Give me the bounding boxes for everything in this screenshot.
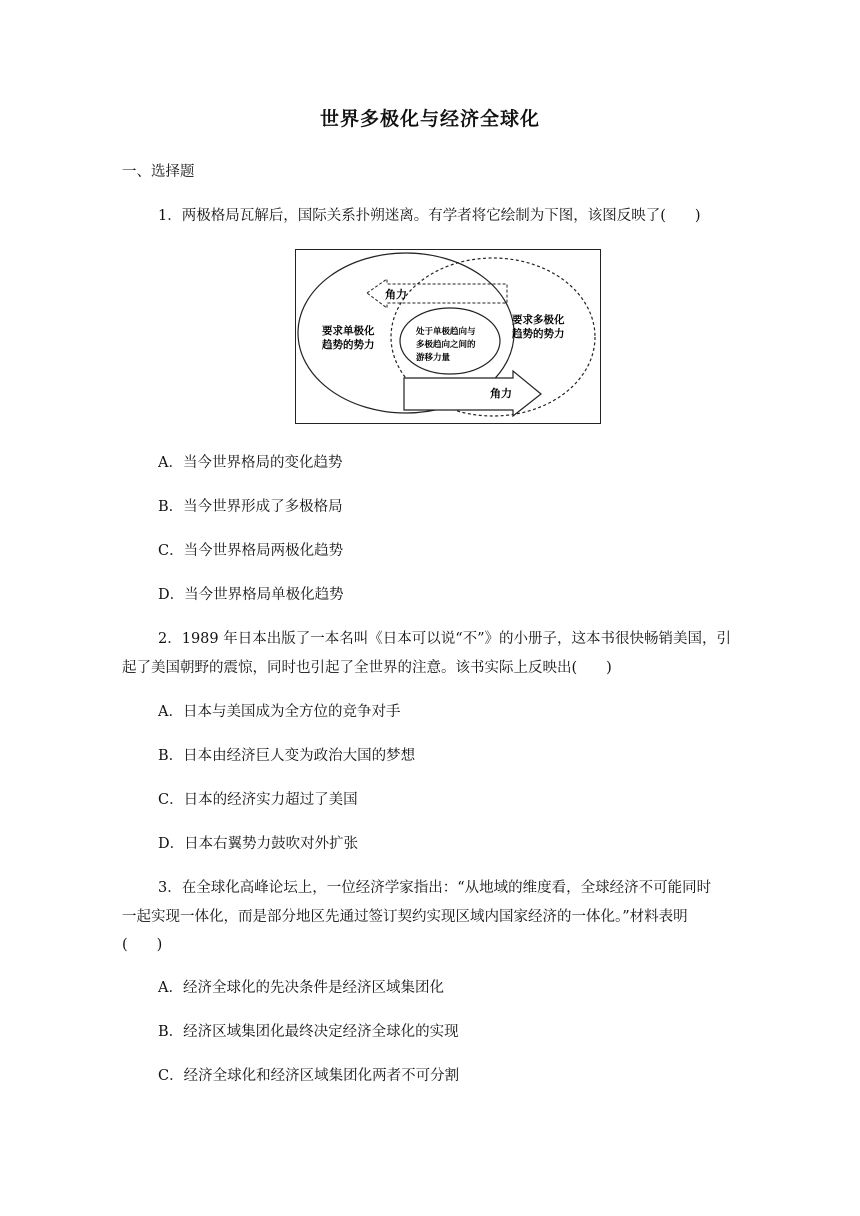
question-2-stem-line-1: 2．1989 年日本出版了一本名叫《日本可以说“不”》的小册子，这本书很快畅销美国，引 [158, 631, 732, 647]
section-heading: 一、选择题 [122, 164, 195, 180]
center-label-line-2: 多极趋向之间的 [416, 340, 476, 350]
right-label-line-2: 趋势的势力 [512, 328, 565, 340]
center-label-line-3: 游移力量 [416, 353, 451, 363]
center-label-line-1: 处于单极趋向与 [416, 327, 476, 337]
q2-option-c: C．日本的经济实力超过了美国 [158, 792, 358, 808]
q2-option-d: D．日本右翼势力鼓吹对外扩张 [158, 836, 359, 852]
question-1-diagram [295, 249, 601, 424]
q3-option-b: B．经济区域集团化最终决定经济全球化的实现 [158, 1024, 459, 1040]
question-3-stem-line-1: 3．在全球化高峰论坛上，一位经济学家指出：“从地域的维度看，全球经济不可能同时 [158, 880, 712, 896]
q3-option-a: A．经济全球化的先决条件是经济区域集团化 [158, 980, 444, 996]
q2-option-a: A．日本与美国成为全方位的竞争对手 [158, 704, 401, 720]
page-title: 世界多极化与经济全球化 [319, 108, 540, 130]
question-3-stem-line-3: ( ) [122, 937, 163, 953]
q1-option-b: B．当今世界形成了多极格局 [158, 499, 343, 515]
arrow-right-solid [404, 371, 541, 416]
question-2-stem-line-2: 起了美国朝野的震惊，同时也引起了全世界的注意。该书实际上反映出( ) [122, 660, 612, 676]
q1-option-c: C．当今世界格局两极化趋势 [158, 543, 344, 559]
left-label-line-2: 趋势的势力 [322, 339, 375, 351]
left-label-line-1: 要求单极化 [322, 325, 375, 337]
q1-option-d: D．当今世界格局单极化趋势 [158, 587, 344, 603]
arrow-top-label: 角力 [385, 288, 407, 301]
q1-option-a: A．当今世界格局的变化趋势 [158, 455, 343, 471]
arrow-bottom-label: 角力 [490, 387, 512, 400]
q3-option-c: C．经济全球化和经济区域集团化两者不可分割 [158, 1068, 460, 1084]
question-1-stem: 1．两极格局瓦解后，国际关系扑朔迷离。有学者将它绘制为下图，该图反映了( ) [158, 208, 701, 224]
right-label-line-1: 要求多极化 [512, 314, 565, 326]
question-3-stem-line-2: 一起实现一体化，而是部分地区先通过签订契约实现区域内国家经济的一体化。”材料表明 [122, 909, 688, 925]
q2-option-b: B．日本由经济巨人变为政治大国的梦想 [158, 748, 416, 764]
